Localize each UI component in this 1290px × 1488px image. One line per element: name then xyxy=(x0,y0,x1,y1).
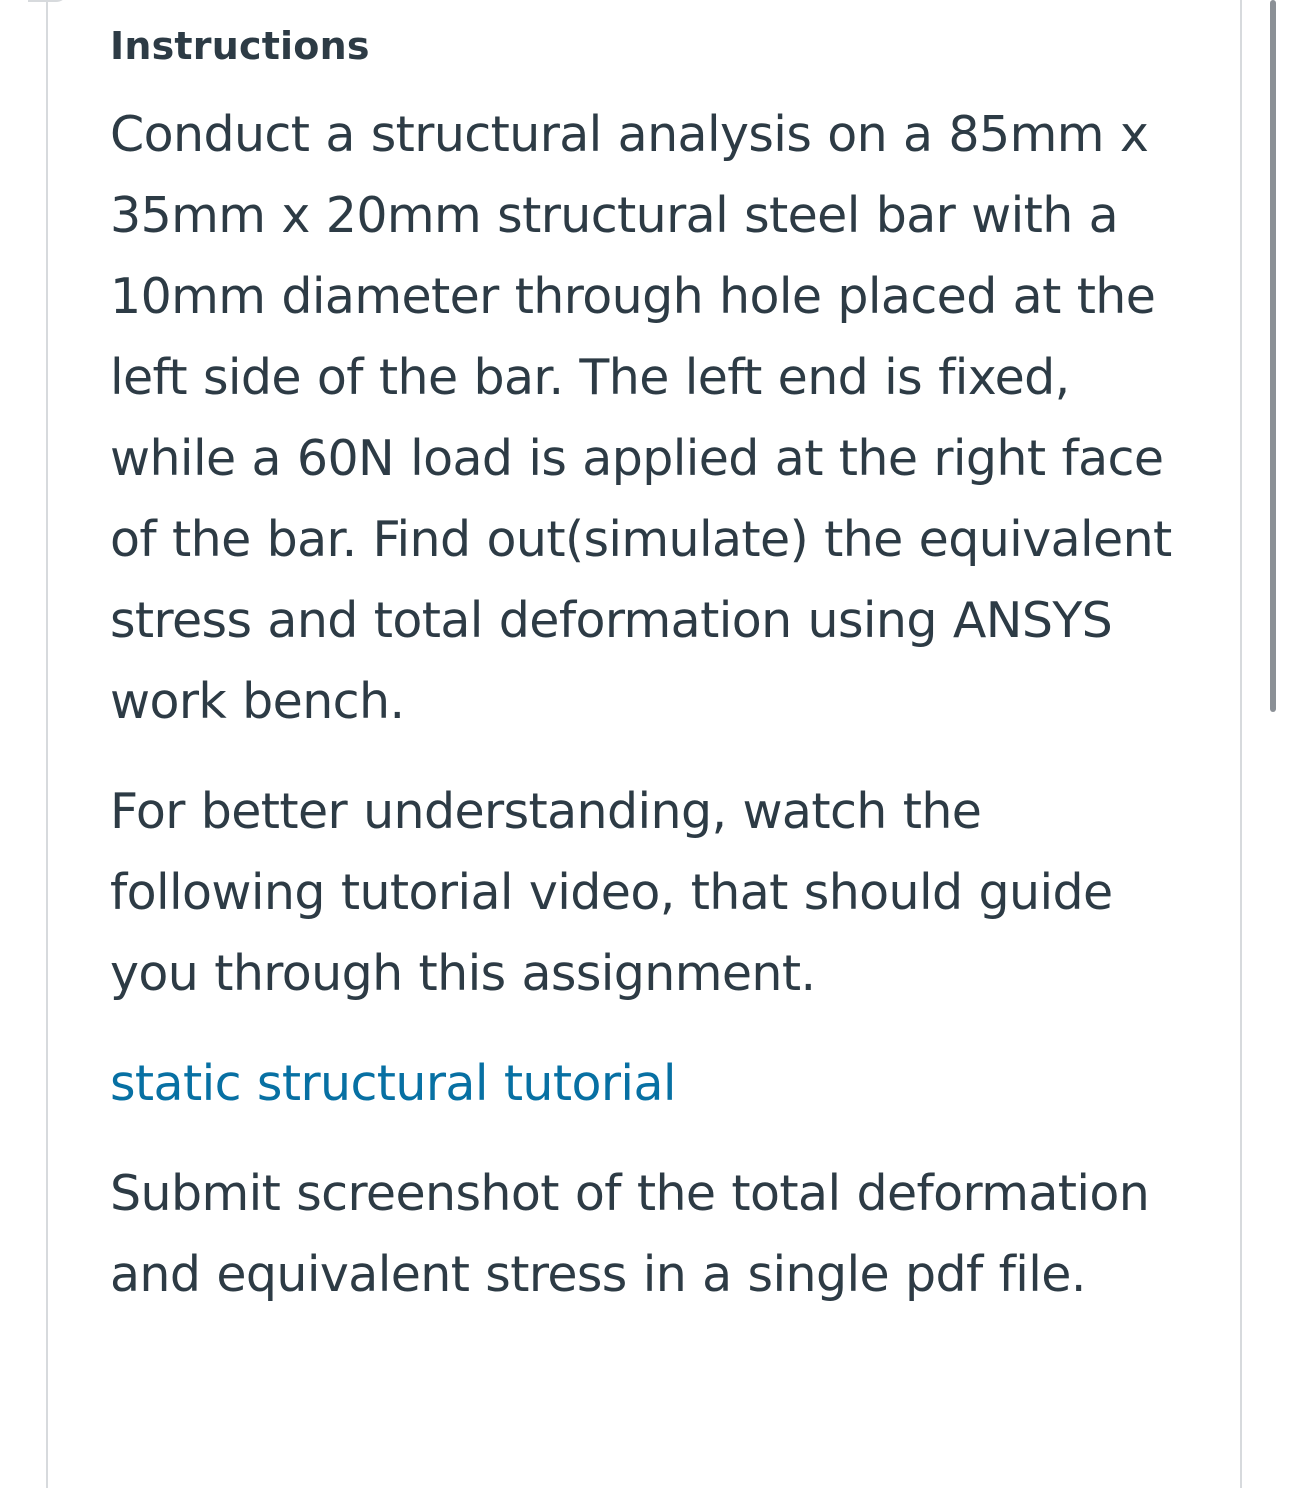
instructions-paragraph-submit: Submit screenshot of the total deformation and equivalent stress in a single pdf file. xyxy=(110,1165,1150,1303)
instructions-heading: Instructions xyxy=(110,24,370,68)
vertical-scrollbar[interactable] xyxy=(1270,0,1276,712)
tutorial-link-paragraph xyxy=(110,1043,1200,1124)
card-corner-decoration xyxy=(28,0,68,2)
scrollbar-thumb[interactable] xyxy=(1270,0,1276,712)
instructions-paragraph-task: Conduct a structural analysis on a 85mm x 35mm x 20mm structural steel bar with a 10mm diameter through hole placed at the left side of the bar. The left end is fixed, while a 60N load is applied at the right face of the bar. Find out(simulate) the equivalent stress and total deformation using ANSYS work bench. xyxy=(110,106,1172,730)
static-structural-tutorial-link[interactable]: static structural tutorial xyxy=(110,1055,676,1112)
instructions-section xyxy=(110,18,1200,1315)
instructions-paragraph-tutorial: For better understanding, watch the following tutorial video, that should guide you through this assignment. xyxy=(110,783,1113,1002)
